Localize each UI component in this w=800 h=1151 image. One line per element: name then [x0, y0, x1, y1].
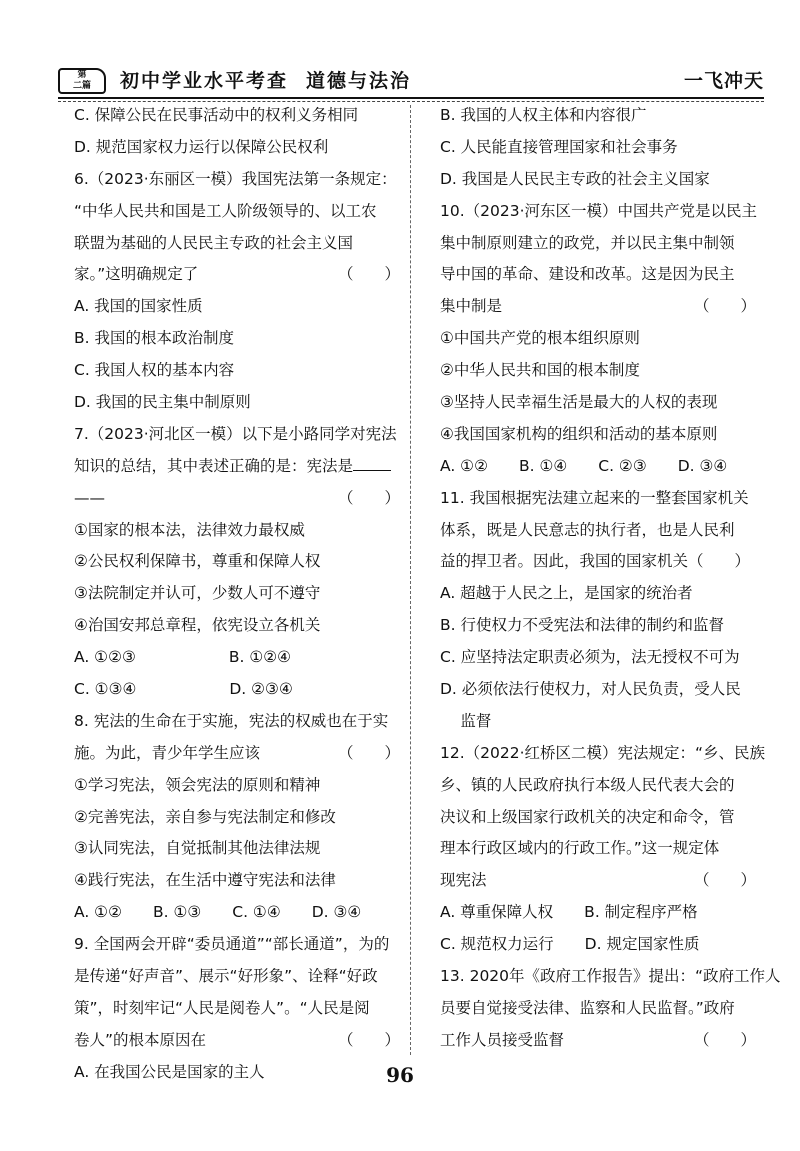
text-line — [74, 993, 404, 1025]
line-text: ②中华人民共和国的根本制度 — [440, 361, 640, 380]
line-text: C. 我国人权的基本内容 — [74, 361, 235, 380]
answer-bracket: （ ） — [337, 1030, 400, 1049]
line-text: A. ①② B. ①④ C. ②③ D. ③④ — [440, 456, 728, 475]
answer-bracket: （ ） — [693, 871, 756, 890]
text-line — [74, 802, 404, 834]
line-text: 6.（2023·东丽区一模）我国宪法第一条规定： — [74, 169, 397, 188]
header-rule — [58, 97, 764, 99]
text-line — [440, 1025, 760, 1057]
text-line — [440, 387, 760, 419]
line-text: C. 人民能直接管理国家和社会事务 — [440, 137, 678, 156]
page-header — [58, 62, 764, 96]
line-text: ①中国共产党的根本组织原则 — [440, 329, 640, 348]
line-text: A. 我国的国家性质 — [74, 297, 203, 316]
line-text: 施。为此，青少年学生应该 — [74, 743, 261, 762]
line-text: C. 保障公民在民事活动中的权利义务相同 — [74, 106, 359, 124]
text-line — [74, 546, 404, 578]
answer-bracket: （ ） — [693, 1030, 756, 1049]
text-line — [74, 865, 404, 897]
answer-bracket: （ ） — [337, 743, 400, 762]
text-line — [440, 674, 760, 706]
line-text: B. 我国的人权主体和内容很广 — [440, 106, 647, 124]
line-text: D. 规范国家权力运行以保障公民权利 — [74, 137, 329, 156]
line-text: D. 我国的民主集中制原则 — [74, 393, 251, 412]
subject-text: 道德与法治 — [306, 70, 412, 92]
text-line — [74, 610, 404, 642]
line-text: ①国家的根本法，法律效力最权威 — [74, 520, 305, 539]
line-text: D. 必须依法行使权力，对人民负责，受人民 — [440, 680, 741, 699]
text-line — [74, 929, 404, 961]
text-line — [440, 451, 760, 483]
line-text: 体系，既是人民意志的执行者，也是人民利 — [440, 520, 735, 539]
line-text: 是传递“好声音”、展示“好形象”、诠释“好政 — [74, 967, 378, 986]
text-line — [74, 196, 404, 228]
line-text: 决议和上级国家行政机关的决定和命令，管 — [440, 807, 735, 826]
text-line — [440, 164, 760, 196]
line-text: 策”，时刻牢记“人民是阅卷人”。“人民是阅 — [74, 998, 370, 1017]
line-text: ③认同宪法，自觉抵制其他法律法规 — [74, 839, 321, 858]
text-line — [74, 770, 404, 802]
line-text: 理本行政区域内的行政工作。”这一规定体 — [440, 839, 720, 858]
line-text: B. 行使权力不受宪法和法律的制约和监督 — [440, 616, 724, 635]
text-line — [440, 706, 760, 738]
line-text: —— — [74, 488, 105, 507]
answer-bracket: （ ） — [693, 297, 756, 316]
text-line — [440, 419, 760, 451]
line-text: A. 在我国公民是国家的主人 — [74, 1062, 265, 1081]
text-line — [74, 961, 404, 993]
right-column — [440, 100, 781, 1057]
line-text: ②公民权利保障书，尊重和保障人权 — [74, 552, 321, 571]
line-text: 13. 2020年《政府工作报告》提出：“政府工作人 — [440, 967, 781, 986]
text-line — [74, 897, 404, 929]
text-line — [440, 196, 760, 228]
line-text: ③坚持人民幸福生活是最大的人权的表现 — [440, 393, 718, 412]
left-column — [74, 100, 404, 1089]
text-line — [440, 642, 760, 674]
text-line — [74, 1025, 404, 1057]
text-line — [74, 323, 404, 355]
page-number: 96 — [386, 1063, 414, 1087]
line-text: 益的捍卫者。因此，我国的国家机关（ ） — [440, 552, 751, 571]
answer-blank — [353, 452, 391, 471]
text-line — [440, 323, 760, 355]
line-text: ③法院制定并认可，少数人可不遵守 — [74, 584, 321, 603]
line-text: 集中制原则建立的政党，并以民主集中制领 — [440, 233, 735, 252]
book-title-text: 初中学业水平考查 — [120, 70, 289, 92]
line-text: 卷人”的根本原因在 — [74, 1030, 207, 1049]
text-line — [440, 961, 781, 993]
line-text: A. ①②③ B. ①②④ — [74, 648, 292, 667]
line-text: 10.（2023·河东区一模）中国共产党是以民主 — [440, 201, 758, 220]
badge-bottom-text: 二篇 — [72, 81, 91, 91]
text-line — [74, 483, 404, 515]
text-line — [74, 228, 404, 260]
text-line — [440, 132, 760, 164]
text-line — [74, 355, 404, 387]
text-line — [440, 100, 760, 132]
line-text: ④我国国家机构的组织和活动的基本原则 — [440, 424, 718, 443]
text-line — [74, 578, 404, 610]
text-line — [74, 642, 404, 674]
answer-bracket: （ ） — [337, 488, 400, 507]
line-text: 现宪法 — [440, 871, 487, 890]
line-text: B. 我国的根本政治制度 — [74, 329, 234, 348]
text-line — [440, 610, 760, 642]
line-text: D. 我国是人民民主专政的社会主义国家 — [440, 169, 710, 188]
line-text: C. 应坚持法定职责必须为，法无授权不可为 — [440, 648, 740, 667]
text-line — [74, 419, 404, 451]
line-text: 7.（2023·河北区一模）以下是小路同学对宪法 — [74, 424, 397, 443]
text-line — [440, 228, 760, 260]
answer-bracket: （ ） — [337, 265, 400, 284]
text-line — [74, 833, 404, 865]
text-line — [74, 515, 404, 547]
line-text: 员要自觉接受法律、监察和人民监督。”政府 — [440, 998, 735, 1017]
line-text: 集中制是 — [440, 297, 503, 316]
line-text: 工作人员接受监督 — [440, 1030, 565, 1049]
text-line — [440, 802, 760, 834]
text-line — [440, 259, 760, 291]
text-line — [440, 355, 760, 387]
text-line — [440, 865, 760, 897]
line-text: A. ①② B. ①③ C. ①④ D. ③④ — [74, 903, 362, 922]
text-line — [74, 100, 404, 132]
line-text: 家。”这明确规定了 — [74, 265, 199, 284]
text-line — [440, 770, 760, 802]
text-line — [440, 578, 760, 610]
text-line — [440, 546, 760, 578]
text-line — [440, 897, 760, 929]
line-text: “中华人民共和国是工人阶级领导的、以工农 — [74, 201, 377, 220]
line-text: 乡、镇的人民政府执行本级人民代表大会的 — [440, 775, 735, 794]
text-line — [74, 291, 404, 323]
text-line — [74, 706, 404, 738]
line-text: C. 规范权力运行 D. 规定国家性质 — [440, 935, 700, 954]
text-line — [440, 515, 760, 547]
text-line — [74, 387, 404, 419]
line-text: 联盟为基础的人民民主专政的社会主义国 — [74, 233, 354, 252]
section-badge — [58, 68, 106, 94]
text-line — [74, 674, 404, 706]
text-line — [74, 164, 404, 196]
line-text: 导中国的革命、建设和改革。这是因为民主 — [440, 265, 735, 284]
line-text: 11. 我国根据宪法建立起来的一整套国家机关 — [440, 488, 749, 507]
text-line — [440, 833, 760, 865]
line-text: 8. 宪法的生命在于实施，宪法的权威也在于实 — [74, 711, 389, 730]
brand-logo: 一飞冲天 — [683, 70, 764, 92]
book-title — [120, 66, 411, 93]
line-text: A. 超越于人民之上，是国家的统治者 — [440, 584, 693, 603]
line-text: ②完善宪法，亲自参与宪法制定和修改 — [74, 807, 336, 826]
text-line — [440, 483, 760, 515]
text-line — [74, 451, 404, 483]
line-text: A. 尊重保障人权 B. 制定程序严格 — [440, 903, 698, 922]
text-line — [440, 291, 760, 323]
text-line — [440, 738, 766, 770]
text-line — [74, 738, 404, 770]
text-line — [74, 259, 404, 291]
line-text: ④治国安邦总章程，依宪设立各机关 — [74, 616, 321, 635]
line-text: 12.（2022·红桥区二模）宪法规定：“乡、民族 — [440, 743, 766, 762]
line-text: ④践行宪法，在生活中遵守宪法和法律 — [74, 871, 336, 890]
text-line — [74, 132, 404, 164]
line-text: ①学习宪法，领会宪法的原则和精神 — [74, 775, 321, 794]
badge-top-text: 第 — [77, 70, 87, 80]
text-line — [440, 993, 760, 1025]
line-text: 9. 全国两会开辟“委员通道”“部长通道”，为的 — [74, 935, 390, 954]
line-text: 知识的总结，其中表述正确的是：宪法是 — [74, 456, 354, 475]
line-text: 监督 — [440, 711, 492, 730]
text-line — [440, 929, 760, 961]
column-divider — [410, 105, 411, 1055]
line-text: C. ①③④ D. ②③④ — [74, 680, 293, 699]
